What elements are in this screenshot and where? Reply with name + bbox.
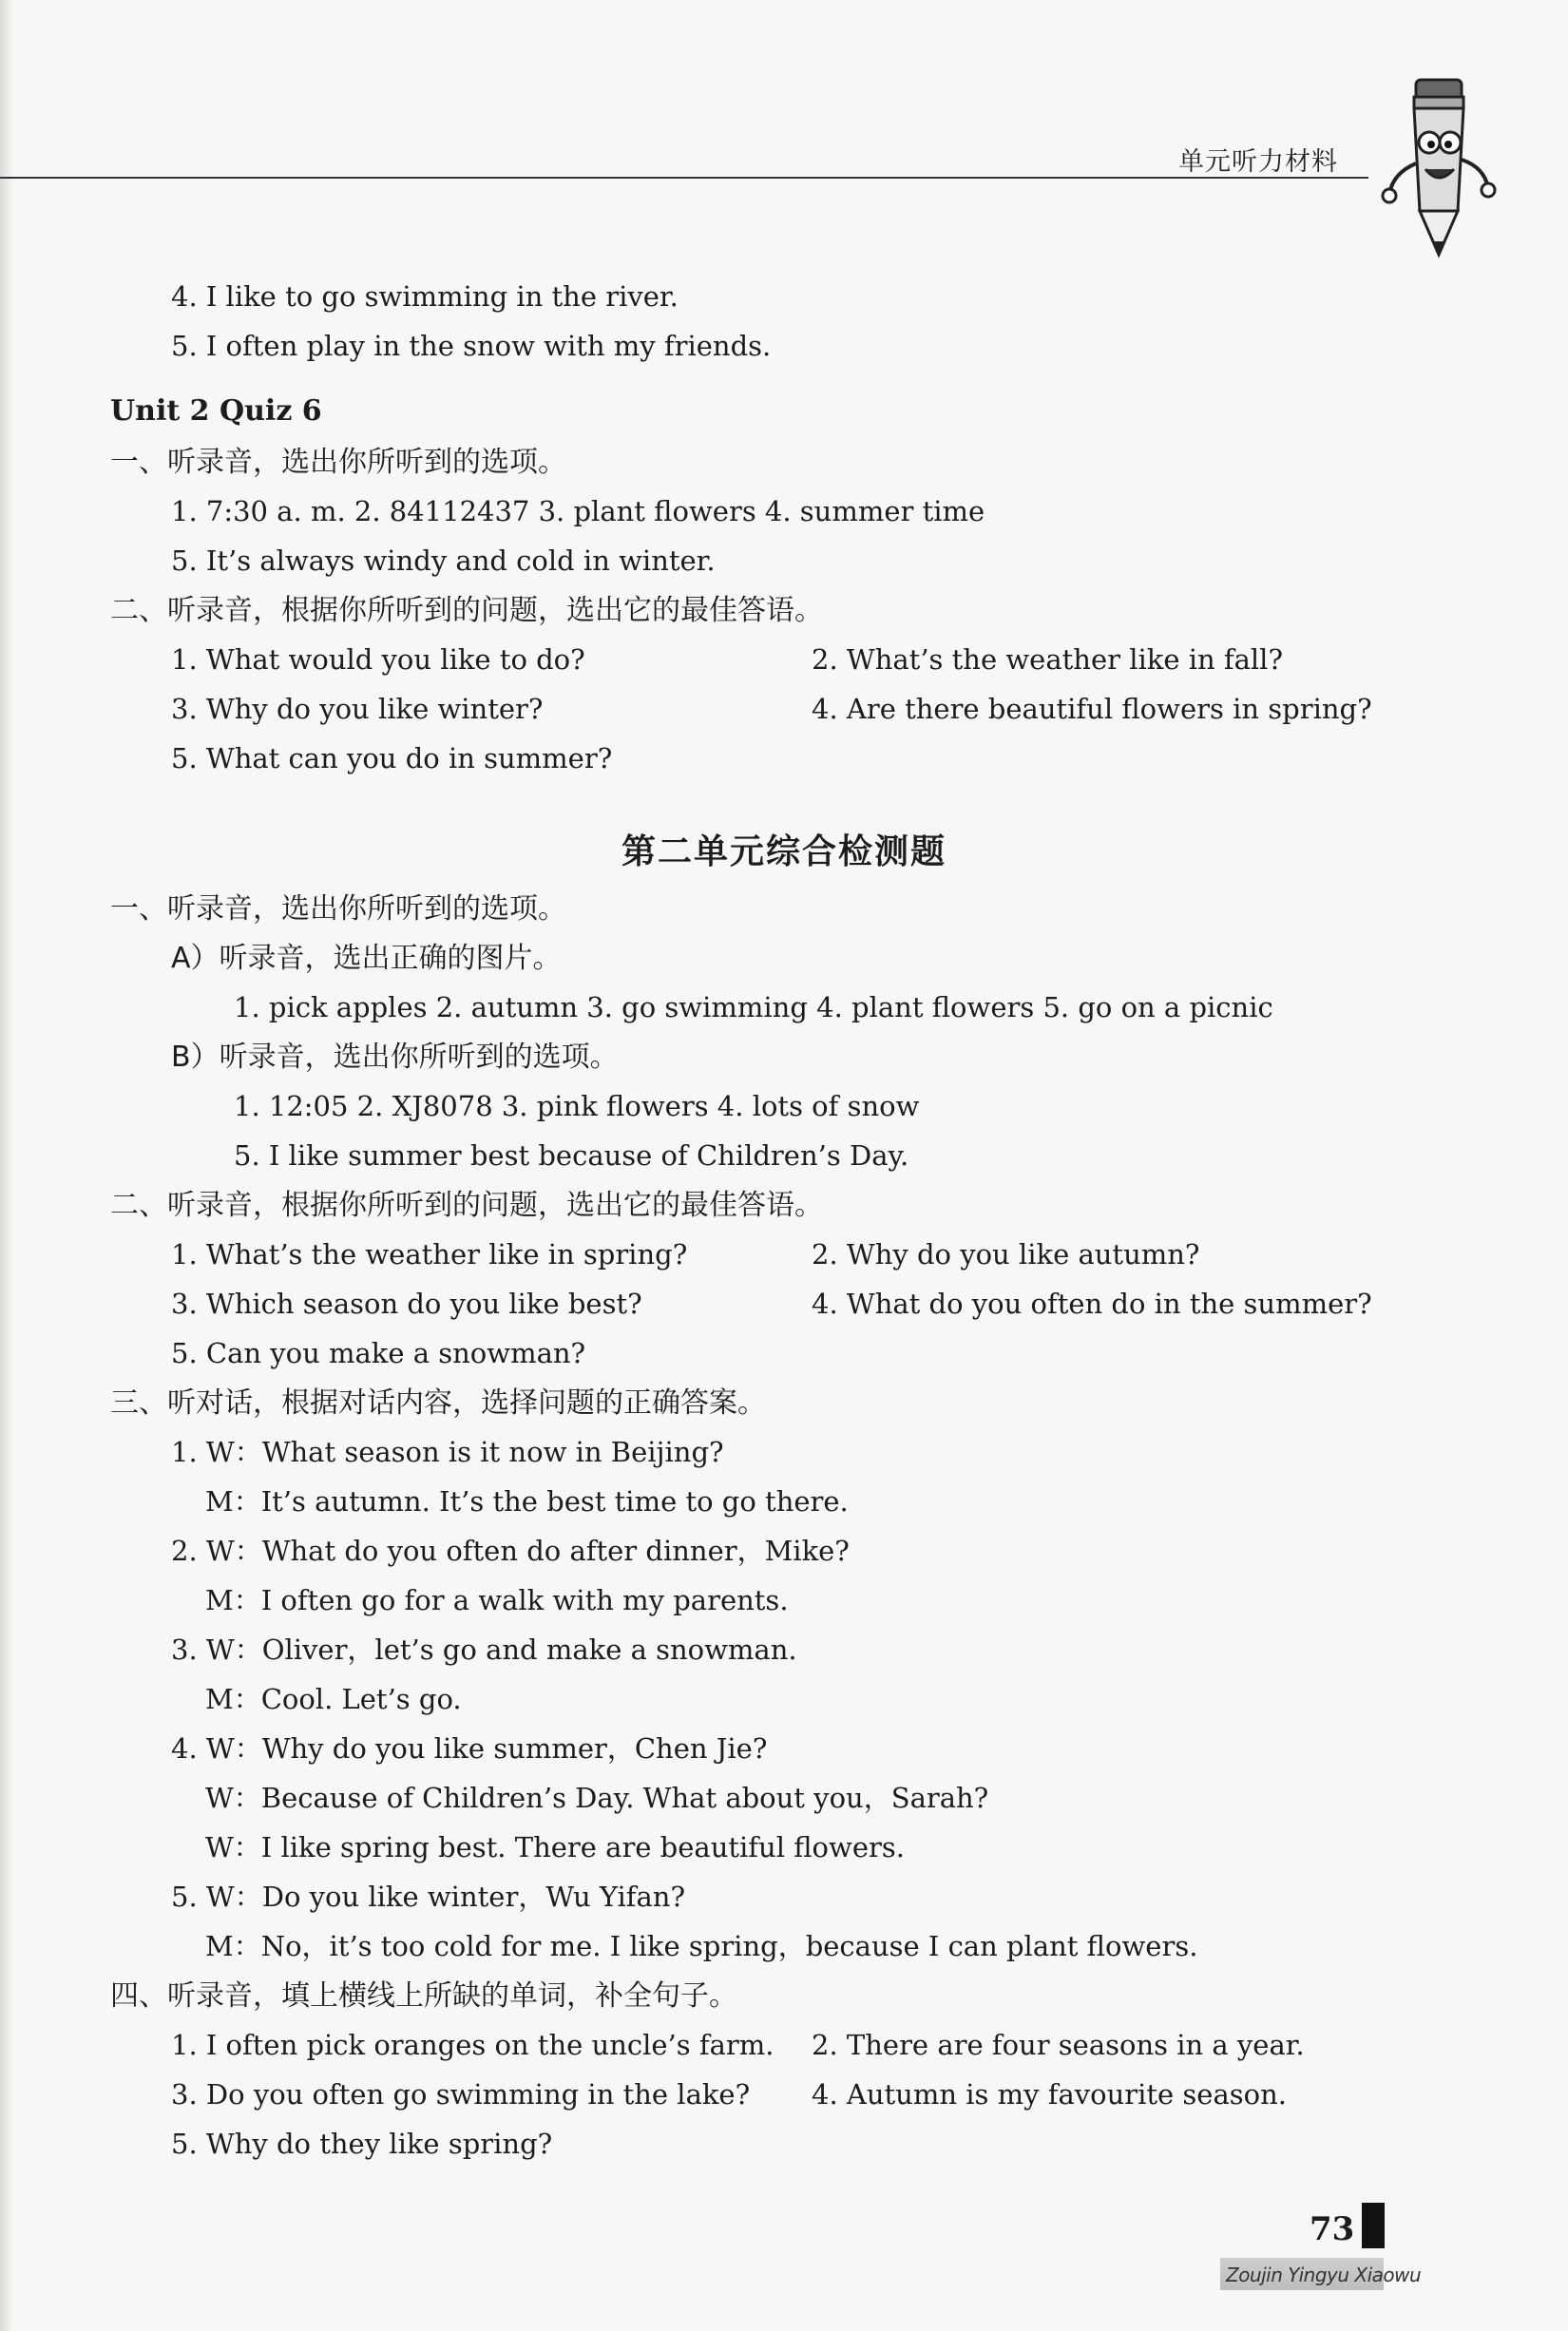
fill-sentence: 2. There are four seasons in a year. [812,2029,1305,2061]
intro-line: 5. I often play in the snow with my friends. [171,330,772,362]
page-number-block [1362,2203,1385,2248]
header-rule [0,177,1368,179]
test-question: 2. Why do you like autumn? [812,1238,1200,1271]
test-part1-a-line: 1. pick apples 2. autumn 3. go swimming 4. plant flowers 5. go on a picnic [234,991,1273,1023]
dialogue-line: M：It’s autumn. It’s the best time to go there. [205,1485,849,1518]
quiz-question: 4. Are there beautiful flowers in spring? [812,693,1372,725]
dialogue-line: 4. W：Why do you like summer，Chen Jie? [171,1732,768,1765]
quiz-part2-title: 二、听录音，根据你所听到的问题，选出它的最佳答语。 [110,594,823,627]
fill-sentence: 1. I often pick oranges on the uncle’s farm. [171,2029,774,2061]
test-part1-title: 一、听录音，选出你所听到的选项。 [110,892,566,926]
test-question: 3. Which season do you like best? [171,1288,642,1320]
dialogue-line: W：Because of Children’s Day. What about you，Sarah? [205,1782,989,1814]
test-part1-a-title: A）听录音，选出正确的图片。 [171,942,562,975]
page-number: 73 [1310,2210,1355,2248]
fill-sentence: 5. Why do they like spring? [171,2128,553,2160]
test-question: 4. What do you often do in the summer? [812,1288,1372,1320]
dialogue-line: M：Cool. Let’s go. [205,1683,462,1715]
dialogue-line: 2. W：What do you often do after dinner，Mike? [171,1535,850,1567]
dialogue-line: M：I often go for a walk with my parents. [205,1584,789,1616]
dialogue-line: M：No，it’s too cold for me. I like spring，because I can plant flowers. [205,1930,1198,1962]
quiz-heading: Unit 2 Quiz 6 [110,394,322,428]
quiz-question: 5. What can you do in summer? [171,742,613,774]
quiz-part1-line: 1. 7:30 a. m. 2. 84112437 3. plant flowers 4. summer time [171,495,985,527]
dialogue-line: W：I like spring best. There are beautiful flowers. [205,1831,905,1863]
dialogue-line: 5. W：Do you like winter，Wu Yifan? [171,1881,686,1913]
section-title: 第二单元综合检测题 [621,832,947,871]
quiz-question: 2. What’s the weather like in fall? [812,643,1283,676]
dialogue-line: 3. W：Oliver，let’s go and make a snowman. [171,1634,797,1666]
fill-sentence: 4. Autumn is my favourite season. [812,2078,1287,2111]
page-edge-shadow [0,0,13,2331]
test-part4-title: 四、听录音，填上横线上所缺的单词，补全句子。 [110,1979,737,2013]
test-part1-b-title: B）听录音，选出你所听到的选项。 [171,1041,619,1074]
pencil-mascot-icon [1376,68,1500,258]
quiz-part1-title: 一、听录音，选出你所听到的选项。 [110,446,566,479]
test-part1-b-line: 1. 12:05 2. XJ8078 3. pink flowers 4. lots of snow [234,1090,920,1122]
intro-line: 4. I like to go swimming in the river. [171,280,679,313]
quiz-question: 3. Why do you like winter? [171,693,544,725]
dialogue-line: 1. W：What season is it now in Beijing? [171,1436,724,1468]
test-part1-b-line: 5. I like summer best because of Children’s Day. [234,1139,909,1172]
footer-series: Zoujin Yingyu Xiaowu [1226,2264,1422,2286]
fill-sentence: 3. Do you often go swimming in the lake? [171,2078,751,2111]
test-question: 5. Can you make a snowman? [171,1337,586,1369]
test-part2-title: 二、听录音，根据你所听到的问题，选出它的最佳答语。 [110,1189,823,1222]
header-title: 单元听力材料 [1178,147,1338,177]
quiz-question: 1. What would you like to do? [171,643,585,676]
test-question: 1. What’s the weather like in spring? [171,1238,688,1271]
quiz-part1-line: 5. It’s always windy and cold in winter. [171,545,716,577]
test-part3-title: 三、听对话，根据对话内容，选择问题的正确答案。 [110,1386,766,1420]
